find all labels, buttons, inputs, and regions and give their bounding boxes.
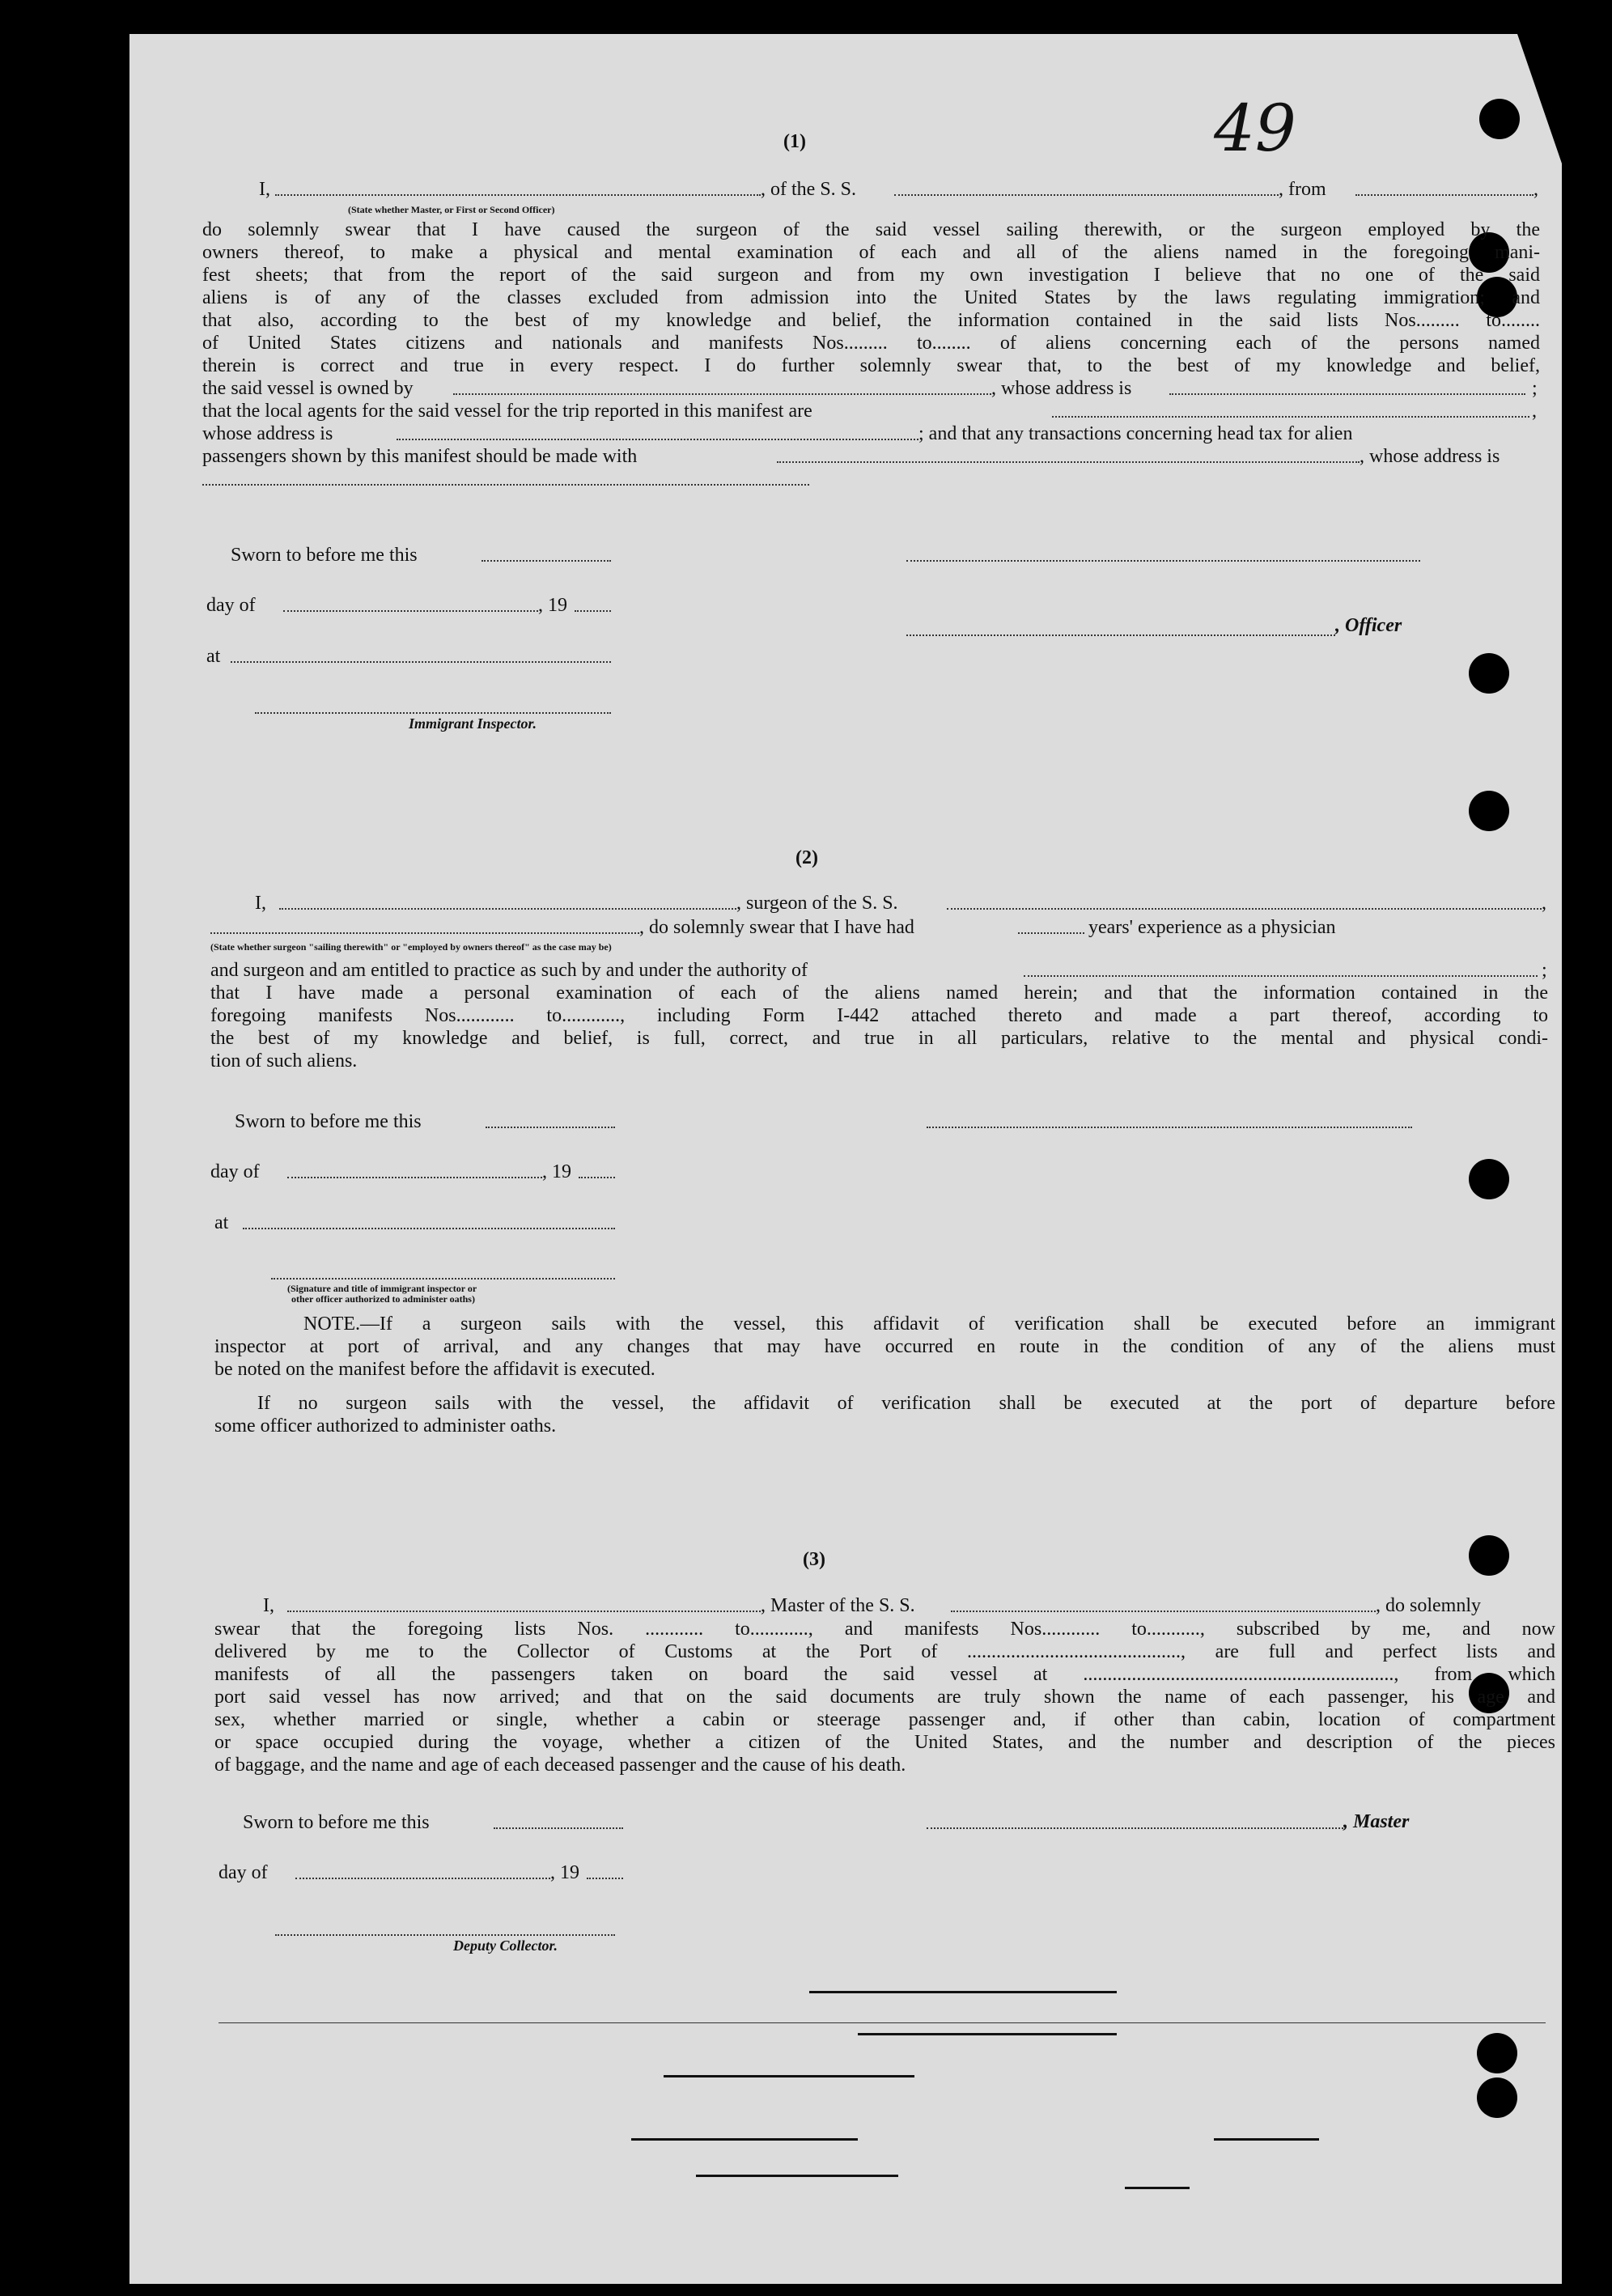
s3-year-field[interactable] [587, 1878, 623, 1879]
s1-at-field[interactable] [231, 661, 611, 663]
s2-note-line: NOTE.—If a surgeon sails with the vessel, this affidavit of verification shall be executed before an immigrant [303, 1314, 1555, 1335]
s2-at-label: at [214, 1212, 229, 1233]
s1-vessel-name-field[interactable] [894, 194, 1279, 196]
stamp-stroke [696, 2175, 898, 2177]
s2-surgeon-name-field[interactable] [279, 908, 736, 910]
s1-inspector-label: Immigrant Inspector. [409, 715, 537, 732]
s3-paragraph-line: or space occupied during the voyage, whether a citizen of the United States, and the number and description of the pieces [214, 1732, 1555, 1753]
stamp-stroke [1125, 2187, 1190, 2189]
s2-semicolon: ; [1542, 960, 1547, 981]
bottom-rule [218, 2022, 1546, 2023]
s3-paragraph-last: of baggage, and the name and age of each deceased passenger and the cause of his death. [214, 1755, 906, 1776]
punch-hole [1479, 99, 1520, 139]
s2-do-solemnly: , do solemnly swear that I have had [639, 917, 914, 938]
s2-day-field[interactable] [287, 1177, 542, 1178]
s3-paragraph-line: swear that the foregoing lists Nos. ............ to............, and manifests Nos............ to..........., subscribed by me, and now [214, 1619, 1555, 1640]
s1-paragraph-line: do solemnly swear that I have caused the surgeon of the said vessel sailing therewith, or the surgeon employed by the [202, 219, 1540, 240]
s3-master-signature-field[interactable] [927, 1827, 1343, 1829]
s1-owner-address-field[interactable] [1169, 393, 1525, 395]
stamp-stroke [809, 1991, 1117, 1993]
s2-at-field[interactable] [243, 1228, 615, 1229]
handwritten-page-number: 49 [1214, 91, 1296, 166]
s2-surgeon-status-field[interactable] [210, 932, 639, 934]
s2-note-last: be noted on the manifest before the affidavit is executed. [214, 1359, 655, 1380]
s1-year-field[interactable] [575, 610, 611, 612]
s1-local-agents: that the local agents for the said vessel for the trip reported in this manifest are [202, 401, 812, 422]
s2-surgeon-of-ss: , surgeon of the S. S. [736, 893, 898, 914]
s2-line1-i: I, [255, 893, 266, 914]
s3-paragraph-line: port said vessel has now arrived; and that on the said documents are truly shown the name of each passenger, his age and [214, 1687, 1555, 1708]
s1-owner-field[interactable] [453, 393, 991, 395]
s3-line1-i: I, [263, 1595, 274, 1616]
s2-surgeon-signature-field[interactable] [927, 1127, 1412, 1128]
s2-paragraph-line: that I have made a personal examination of each of the aliens named herein; and that the information contained in the [210, 982, 1548, 1004]
s3-year-label: , 19 [550, 1862, 579, 1883]
punch-hole [1469, 1535, 1509, 1576]
s2-sworn-label: Sworn to before me this [235, 1111, 422, 1132]
s3-master-label: , Master [1343, 1811, 1410, 1832]
s1-head-tax-address-field[interactable] [202, 484, 809, 486]
s1-agents-field[interactable] [1052, 416, 1529, 418]
s2-day-label: day of [210, 1161, 260, 1182]
s1-sworn-label: Sworn to before me this [231, 545, 418, 566]
s3-day-field[interactable] [295, 1878, 550, 1879]
stamp-stroke [858, 2033, 1117, 2035]
s2-note2-line: If no surgeon sails with the vessel, the affidavit of verification shall be executed at the port of departure before [257, 1393, 1555, 1414]
s1-head-tax-party-field[interactable] [777, 461, 1360, 463]
s1-head-tax: ; and that any transactions concerning head tax for alien [918, 423, 1353, 444]
stamp-stroke [631, 2138, 858, 2141]
s2-paragraph-line: the best of my knowledge and belief, is full, correct, and true in all particulars, relative to the mental and physical condi- [210, 1028, 1548, 1049]
s3-sworn-date-field[interactable] [494, 1827, 623, 1829]
stamp-stroke [1214, 2138, 1319, 2141]
section-1-number: (1) [783, 131, 806, 152]
s1-whose-address-label: whose address is [202, 423, 333, 444]
s1-comma: , [1534, 179, 1538, 200]
s2-paragraph-last: tion of such aliens. [210, 1050, 358, 1072]
s1-from: , from [1279, 179, 1326, 200]
s1-paragraph-line: of United States citizens and nationals and manifests Nos......... to........ of aliens concerning each of the persons named [202, 333, 1540, 354]
punch-hole [1469, 791, 1509, 831]
s3-master-of-ss: , Master of the S. S. [761, 1595, 915, 1616]
s2-note2-last: some officer authorized to administer oaths. [214, 1415, 557, 1437]
s2-years-experience: years' experience as a physician [1088, 917, 1336, 938]
s1-agents-address-field[interactable] [397, 439, 918, 440]
s1-whose-address-is: , whose address is [1360, 446, 1500, 467]
s1-officer-note: (State whether Master, or First or Second Officer) [348, 204, 555, 215]
s3-vessel-name-field[interactable] [951, 1611, 1376, 1612]
s3-day-label: day of [218, 1862, 268, 1883]
stamp-stroke [664, 2075, 914, 2077]
s1-from-port-field[interactable] [1355, 194, 1534, 196]
s1-paragraph-line: aliens is of any of the classes excluded from admission into the United States by the laws regulating immigration; and [202, 287, 1540, 308]
s1-semicolon: ; [1532, 378, 1538, 399]
punch-hole [1469, 1159, 1509, 1199]
manifest-page [129, 34, 1562, 2284]
s3-master-name-field[interactable] [287, 1611, 761, 1612]
s1-sworn-date-field[interactable] [481, 560, 611, 562]
s1-officer-signature-field[interactable] [906, 560, 1420, 562]
s1-inspector-signature-field[interactable] [255, 712, 611, 714]
s1-paragraph-line: that also, according to the best of my knowledge and belief, the information contained in the said lists Nos......... to........ [202, 310, 1540, 331]
s1-officer-label: , Officer [1335, 615, 1402, 636]
s1-paragraph-line: owners thereof, to make a physical and mental examination of each and all of the aliens named in the foregoing mani- [202, 242, 1540, 263]
s2-signature-note: (Signature and title of immigrant inspector or [287, 1283, 477, 1294]
s2-authority: and surgeon and am entitled to practice as such by and under the authority of [210, 960, 808, 981]
s1-year-label: , 19 [538, 595, 567, 616]
punch-hole [1477, 2033, 1517, 2073]
s3-collector-label: Deputy Collector. [453, 1937, 558, 1954]
s2-paragraph-line: foregoing manifests Nos............ to............, including Form I-442 attached thereto and made a part thereof, according to [210, 1005, 1548, 1026]
s2-year-label: , 19 [542, 1161, 571, 1182]
s1-day-field[interactable] [283, 610, 538, 612]
s1-owned-by: the said vessel is owned by [202, 378, 414, 399]
s1-officer-title-field[interactable] [275, 194, 761, 196]
s1-day-label: day of [206, 595, 256, 616]
s3-paragraph-line: delivered by me to the Collector of Customs at the Port of ............................................, are full and perfect lists and [214, 1641, 1555, 1662]
s2-years-field[interactable] [1018, 932, 1084, 934]
s2-signature-note: other officer authorized to administer oaths) [291, 1293, 475, 1305]
section-3-number: (3) [803, 1549, 825, 1570]
s1-officer-line[interactable] [906, 634, 1335, 636]
punch-hole [1477, 2077, 1517, 2118]
s3-collector-signature-field[interactable] [275, 1934, 615, 1936]
s2-authority-field[interactable] [1024, 975, 1538, 977]
section-2-number: (2) [795, 847, 818, 868]
s1-at-label: at [206, 646, 221, 667]
page-corner [1517, 34, 1562, 163]
s2-inspector-signature-field[interactable] [271, 1278, 615, 1280]
s1-whose-address: , whose address is [991, 378, 1132, 399]
s2-sworn-date-field[interactable] [486, 1127, 615, 1128]
s2-vessel-name-field[interactable] [947, 908, 1542, 910]
s2-year-field[interactable] [579, 1177, 615, 1178]
s1-paragraph-line: fest sheets; that from the report of the said surgeon and from my own investigation I believe that no one of the said [202, 265, 1540, 286]
s1-passengers: passengers shown by this manifest should be made with [202, 446, 638, 467]
s3-sworn-label: Sworn to before me this [243, 1812, 430, 1833]
punch-hole [1469, 653, 1509, 694]
s1-line1-i: I, [259, 179, 270, 200]
s1-of-ss: , of the S. S. [761, 179, 857, 200]
s2-surgeon-note: (State whether surgeon "sailing therewith" or "employed by owners thereof" as the case may be) [210, 941, 612, 953]
s2-note-line: inspector at port of arrival, and any changes that may have occurred en route in the condition of any of the aliens must [214, 1336, 1555, 1357]
s1-comma: , [1532, 401, 1537, 422]
s3-paragraph-line: sex, whether married or single, whether a cabin or steerage passenger and, if other than cabin, location of compartment [214, 1709, 1555, 1730]
s3-paragraph-line: manifests of all the passengers taken on board the said vessel at ................................................................, from which [214, 1664, 1555, 1685]
s1-paragraph-line: therein is correct and true in every respect. I do further solemnly swear that, to the best of my knowledge and belief, [202, 355, 1540, 376]
s3-do-solemnly: , do solemnly [1376, 1595, 1481, 1616]
s2-comma: , [1542, 893, 1546, 914]
